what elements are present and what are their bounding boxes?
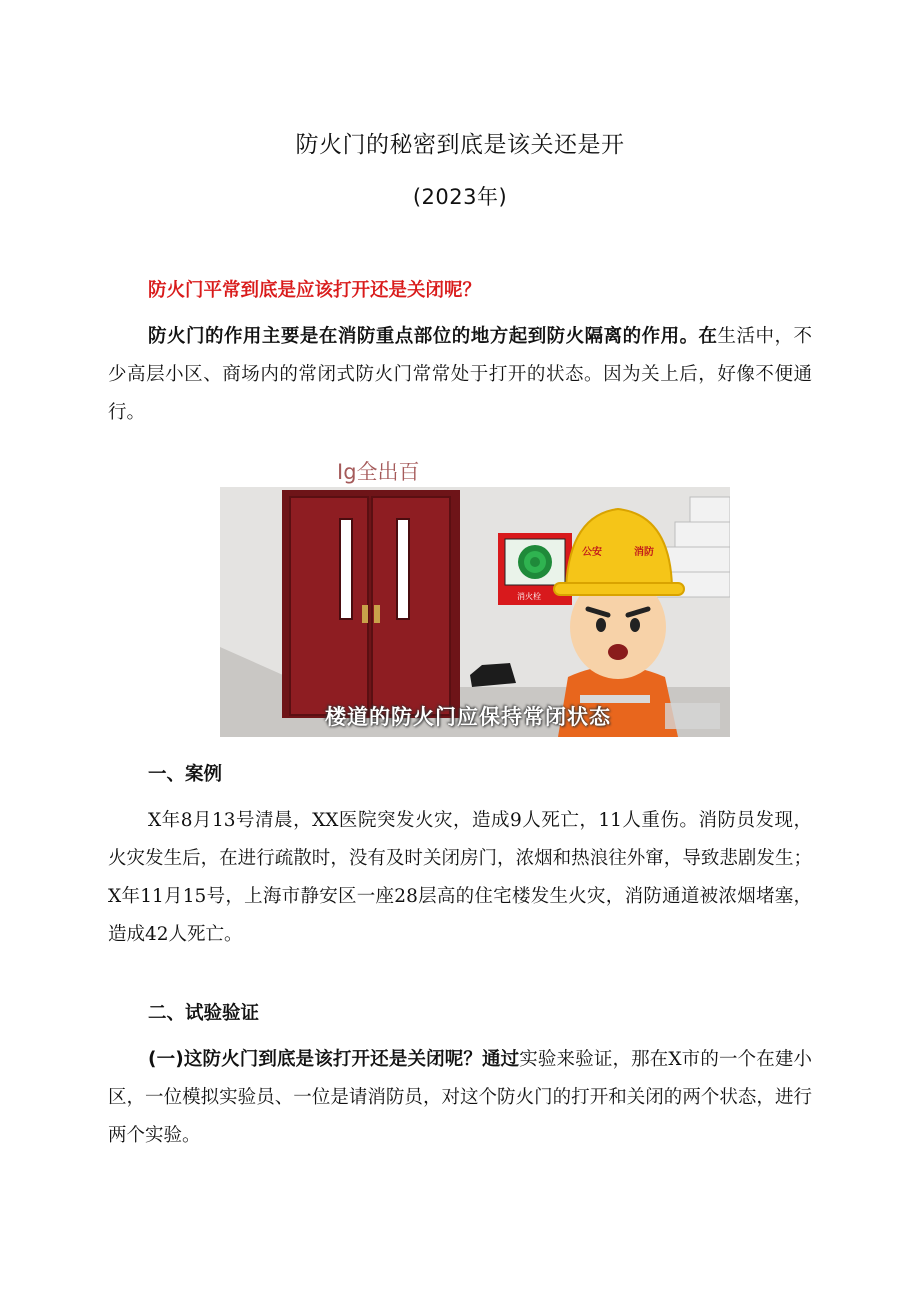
- document-year: (2023年): [412, 185, 508, 209]
- fire-door-illustration: [220, 487, 730, 737]
- hydrant-label: 消火栓: [517, 592, 541, 601]
- illustration-graphic: [220, 487, 730, 737]
- section2-heading: 二、试验验证: [148, 1003, 260, 1024]
- illustration-banner: 楼道的防火门应保持常闭状态: [325, 705, 611, 729]
- section2-heading-line: [108, 995, 812, 1033]
- intro-text: 生活中，不少高层小区、商场内的常闭式防火门常常处于打开的状态。因为关上后，好像不便通行。: [108, 326, 812, 423]
- section1-body: X年8月13号清晨，XX医院突发火灾，造成9人死亡，11人重伤。消防员发现，火灾发生后，在进行疏散时，没有及时关闭房门，浓烟和热浪往外窜，导致悲剧发生；X年11月15号，上海市静安区一座28层高的住宅楼发生火灾，消防通道被浓烟堵塞，造成42人死亡。: [108, 810, 812, 945]
- section2-text: 实验来验证，那在X市的一个在建小区，一位模拟实验员、一位是请消防员，对这个防火门的打开和关闭的两个状态，进行两个实验。: [108, 1049, 812, 1146]
- section1-heading: 一、案例: [148, 764, 223, 785]
- section1-heading-line: [108, 756, 812, 794]
- helmet-text-right: 消防: [634, 547, 654, 558]
- document-title: 防火门的秘密到底是该关还是开: [295, 132, 625, 158]
- section2-body: [108, 1041, 812, 1155]
- section2-bold-text: (一)这防火门到底是该打开还是关闭呢？通过: [148, 1049, 520, 1070]
- image-caption: Ig全出百: [337, 460, 420, 484]
- question-line: [108, 272, 812, 310]
- helmet-text-left: 公安: [582, 547, 602, 558]
- intro-bold-text: 防火门的作用主要是在消防重点部位的地方起到防火隔离的作用。在: [148, 326, 718, 347]
- question-text: 防火门平常到底是应该打开还是关闭呢？: [148, 280, 482, 301]
- intro-paragraph: [108, 318, 812, 432]
